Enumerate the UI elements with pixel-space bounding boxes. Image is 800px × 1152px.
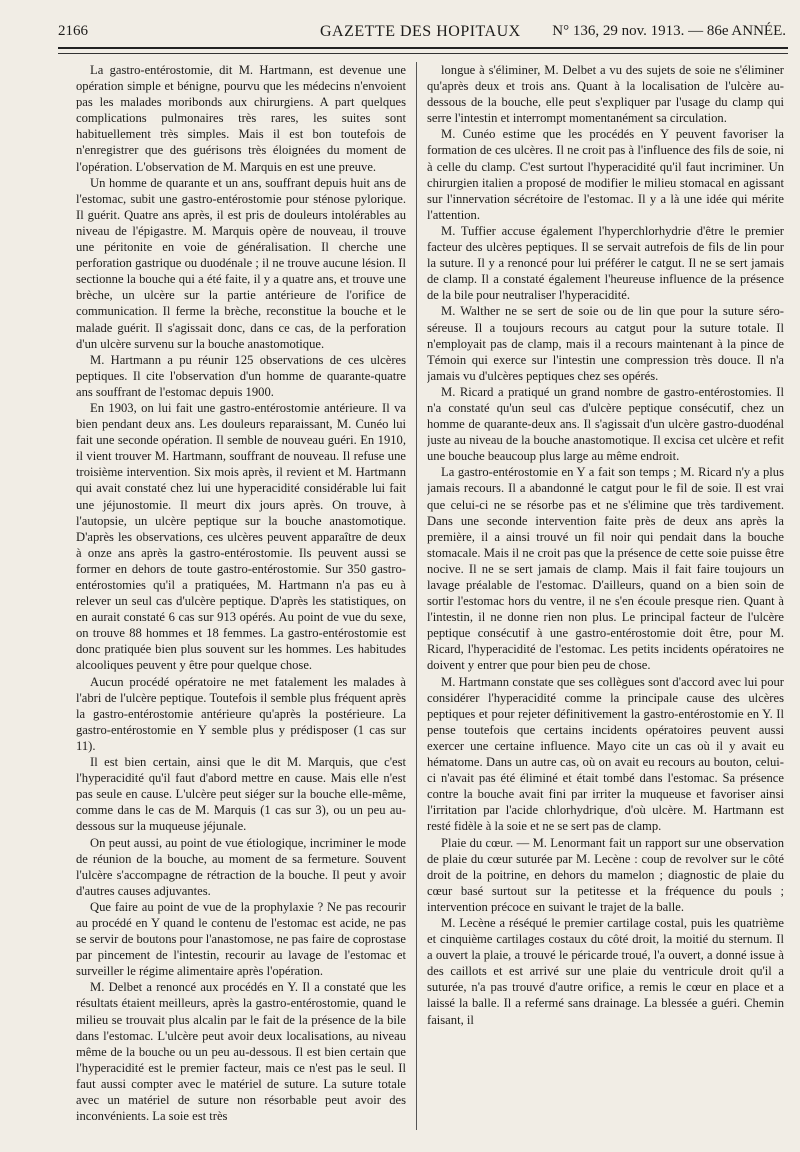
paragraph: Un homme de quarante et un ans, souffrant depuis huit ans de l'estomac, subit une gastro-entérostomie pour sténose pylorique. Il guérit. Quatre ans après, il est pris de douleurs intolérables au niveau de l'épigastre. M. Marquis opère de nouveau, il trouve une péritonite en voie de généralisation. Il cherche une perforation gastrique ou duodénale ; il ne trouve aucune lésion. Il sectionne la bouche qui a été faite, il y a quatre ans, et trouve une brèche, un ulcère sur la partie antérieure de l'orifice de communication. Il ferme la brèche, reconstitue la bouche et le malade guérit. Il s'agissait donc, dans ce cas, de la perforation d'un ulcère survenu sur la bouche anastomotique. [76, 175, 406, 351]
paragraph: M. Tuffier accuse également l'hyperchlorhydrie d'être le premier facteur des ulcères peptiques. Il se servait autrefois de fils de lin pour la suture. Il y a renoncé pour lui préférer le catgut. Il ne se sert jamais de clamp. Il a constaté également l'heureuse influence de la présence de la bile pour neutraliser l'hyperacidité. [427, 223, 784, 303]
paragraph: Que faire au point de vue de la prophylaxie ? Ne pas recourir au procédé en Y quand le contenu de l'estomac est acide, ne pas se servir de boutons pour l'anastomose, ne pas faire de coprostase par pincement de l'intestin, recourir au lavage de l'estomac et surveiller le régime alimentaire après l'opération. [76, 899, 406, 979]
paragraph: Il est bien certain, ainsi que le dit M. Marquis, que c'est l'hyperacidité qu'il faut d'abord mettre en cause. Mais elle n'est pas seule en cause. L'ulcère peut siéger sur la bouche elle-même, comme dans le cas de M. Marquis (1 cas sur 3), ou un peu au-dessous sur la muqueuse jéjunale. [76, 755, 406, 834]
paragraph: M. Walther ne se sert de soie ou de lin que pour la suture séro-séreuse. Il a toujours recours au catgut pour la suture totale. Il n'employait pas de clamp, mais il a recours maintenant à la pince de Témoin qui exerce sur l'intestin une compression très douce. Il n'a jamais vu d'ulcères peptiques chez ses opérés. [427, 304, 784, 383]
paragraph: longue à s'éliminer, M. Delbet a vu des sujets de soie ne s'éliminer qu'après deux et trois ans. Quant à la localisation de l'ulcère au-dessous de la bouche, elle peut s'expliquer par l'usage du clamp qui serre l'intestin et interrompt momentanément sa circulation. [427, 63, 784, 126]
paragraph: Aucun procédé opératoire ne met fatalement les malades à l'abri de l'ulcère peptique. Toutefois il semble plus fréquent après la gastro-entérostomie antérieure qu'après la postérieure. La gastro-entérostomie en Y semble plus y prédisposer (1 cas sur 11). [76, 674, 406, 753]
left-column [76, 62, 406, 1142]
page-header [58, 20, 786, 46]
paragraph: On peut aussi, au point de vue étiologique, incriminer le mode de réunion de la bouche, au moment de sa fermeture. Souvent l'ulcère s'accompagne de rétraction de la bouche. Il peut y avoir d'autres causes adjuvantes. [76, 835, 406, 898]
page-number: 2166 [58, 23, 88, 39]
paragraph: M. Hartmann constate que ses collègues sont d'accord avec lui pour considérer l'hyperacidité comme la principale cause des ulcères peptiques et pour rejeter définitivement la gastro-entérostomie en Y. Il pense toutefois que certains incidents opératoires peuvent aussi exercer une certaine influence. Mayo cite un cas où il y avait eu hématome. Dans un autre cas, où on avait eu recours au bouton, celui-ci n'avait pas été éliminé et était tombé dans l'estomac. Sa présence contre la bouche avait fini par irriter la muqueuse et favoriser ainsi l'irritation par l'acide chlorhydrique, d'où ulcère. M. Hartmann est resté fidèle à la soie et ne se sert pas de clamp. [427, 674, 784, 834]
header-rule-thin [58, 53, 788, 54]
paragraph: La gastro-entérostomie, dit M. Hartmann, est devenue une opération simple et bénigne, pourvu que les médecins n'envoient pas les malades moribonds aux chirurgiens. A part quelques complications pulmonaires très rares, les suites sont habituellement très simples. Mais il est bon toutefois de n'enregistrer que des guérisons très éloignées du moment de l'opération. L'observation de M. Marquis en est une preuve. [76, 63, 406, 174]
paragraph: En 1903, on lui fait une gastro-entérostomie antérieure. Il va bien pendant deux ans. Les douleurs reparaissant, M. Cunéo lui fait une seconde opération. Il semble de nouveau guéri. En 1910, il vient trouver M. Hartmann, souffrant de nouveau. Il refuse une troisième intervention. Six mois après, il revient et M. Hartmann qui avait constaté chez lui une hyperacidité considérable lui fait une jéjunostomie. Il meurt dix jours après. On trouve, à l'autopsie, un ulcère peptique sur la bouche anastomotique. D'après les observations, ces ulcères peuvent apparaître de deux à onze ans après la gastro-entérostomie. Ils peuvent aussi se former en dehors de toute gastro-entérostomie. Sur 350 gastro-entérostomies qu'il a pratiquées, M. Hartmann n'a pas eu à relever un seul cas d'ulcère peptique. D'après les statistiques, on en aurait constaté 6 cas sur 913 opérés. Au point de vue du sexe, on trouve 88 hommes et 18 femmes. La gastro-entérostomie est donc pratiquée bien plus souvent sur les hommes. Les habitudes alcooliques peuvent y être pour quelque chose. [76, 400, 406, 673]
paragraph: M. Lecène a réséqué le premier cartilage costal, puis les quatrième et cinquième cartilages costaux du côté droit, la moitié du sternum. Il a ouvert la plaie, a trouvé le péricarde troué, l'a ouvert, a donné issue à des caillots et est arrivé sur une plaie du ventricule droit qu'il a suturée, n'a pas trouvé d'autre orifice, a remis le cœur en place et a laissé la balle. Il a refermé sans drainage. La blessée a guéri. Chemin faisant, il [427, 915, 784, 1027]
header-rule-thick [58, 47, 788, 49]
paragraph: M. Hartmann a pu réunir 125 observations de ces ulcères peptiques. Il cite l'observation d'un homme de quarante-quatre ans souffrant de l'estomac depuis 1900. [76, 352, 406, 399]
issue-info: N° 136, 29 nov. 1913. — 86e ANNÉE. [552, 23, 786, 39]
paragraph: M. Cunéo estime que les procédés en Y peuvent favoriser la formation de ces ulcères. Il ne croit pas à l'influence des fils de soie, ni à celle du clamp. C'est surtout l'hyperacidité qu'il faut incriminer. Un chirurgien italien a proposé de modifier le milieu stomacal en agissant sur l'innervation sécrétoire de l'estomac. Il y a là une idée qui mérite l'attention. [427, 127, 784, 222]
journal-title: GAZETTE DES HOPITAUX [320, 23, 521, 40]
right-column [427, 62, 784, 1142]
paragraph: La gastro-entérostomie en Y a fait son temps ; M. Ricard n'y a plus jamais recours. Il a abandonné le catgut pour le fil de soie. Il est vrai que celui-ci ne se résorbe pas et ne s'élimine que très tardivement. Dans une seconde intervention faite près de deux ans après la première, il a ainsi trouvé un fil noir qui pendait dans la bouche stomacale. Mais il ne croit pas que la présence de cette soie puisse être nocive. Il ne se sert jamais de clamp. Mais il fait faire toujours un lavage préalable de l'estomac. D'ailleurs, quand on a bien soin de sortir l'estomac hors du ventre, il ne s'en écoule presque rien. Quant à l'intestin, il ne donne rien non plus. Le principal facteur de l'ulcère peptique consécutif à une gastro-entérostomie doit être, pour M. Ricard, l'hyperacidité de l'estomac. Les petits incidents opératoires ne doivent y entrer que pour bien peu de chose. [427, 465, 784, 673]
paragraph: M. Delbet a renoncé aux procédés en Y. Il a constaté que les résultats étaient meilleurs, après la gastro-entérostomie, quand le milieu se trouvait plus alcalin par le fait de la présence de la bile dans l'estomac. L'ulcère peut avoir deux localisations, au niveau même de la bouche ou un peu au-dessous. Il est bien certain que l'hyperacidité est le premier facteur, mais ce n'est pas le seul. Il faut aussi compter avec le matériel de suture. La suture totale avec un matériel de suture non résorbable peut avoir des inconvénients. La soie est très [76, 980, 406, 1124]
paragraph: M. Ricard a pratiqué un grand nombre de gastro-entérostomies. Il n'a constaté qu'un seul cas d'ulcère peptique consécutif, chez un homme de quarante-deux ans. Il s'agissait d'un ulcère gastro-duodénal juste au niveau de la bouche anastomotique. Il excisa cet ulcère et refit une bouche beaucoup plus large au même endroit. [427, 384, 784, 464]
column-divider [416, 62, 417, 1130]
paragraph-plaie-du-coeur: Plaie du cœur. — M. Lenormant fait un rapport sur une observation de plaie du cœur suturée par M. Lecène : coup de revolver sur le côté droit de la poitrine, en dehors du mamelon ; diagnostic de plaie du cœur basé surtout sur la petitesse et la fréquence du pouls ; intervention précoce en suivant le trajet de la balle. [427, 835, 784, 914]
